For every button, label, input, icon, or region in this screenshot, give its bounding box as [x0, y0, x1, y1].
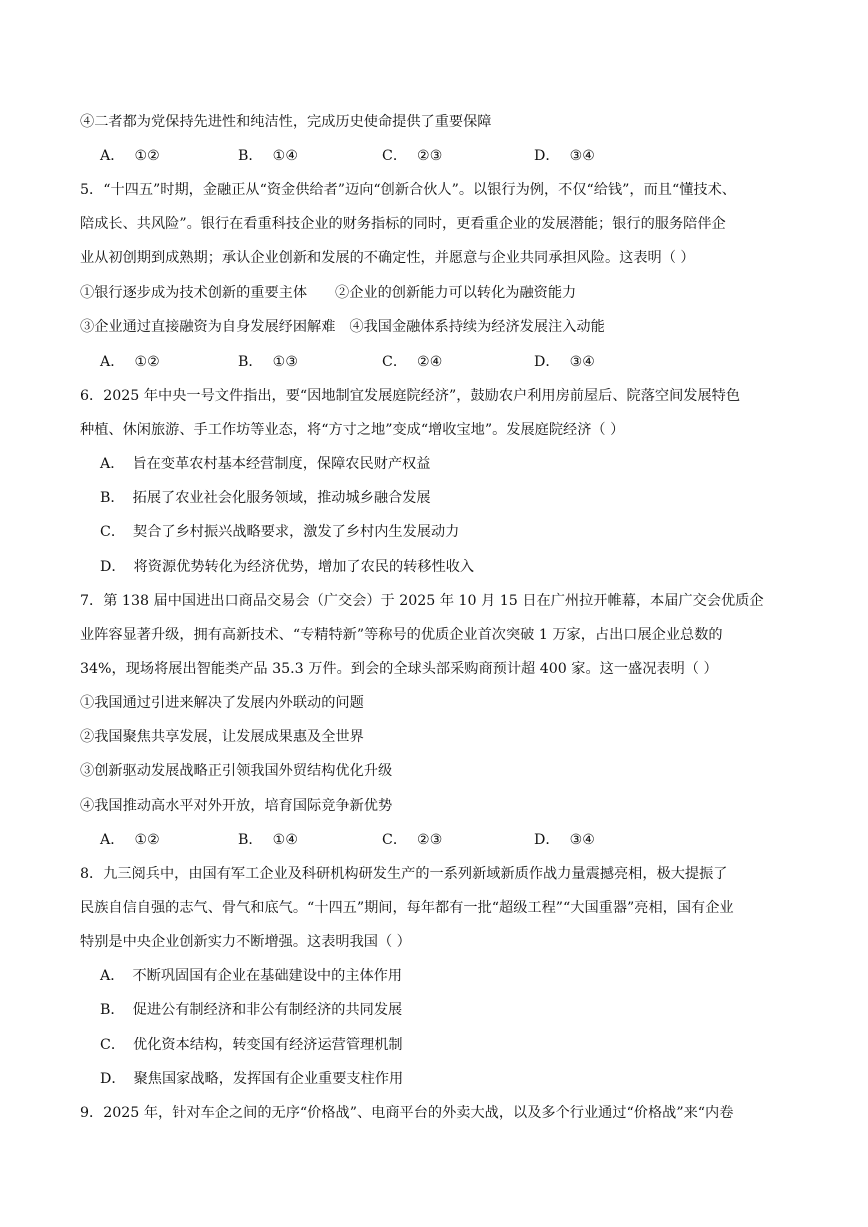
q8-stem-line-1: 8．九三阅兵中，由国有军工企业及科研机构研发生产的一系列新域新质作战力量震撼亮相，极大提振了	[80, 866, 728, 882]
q4-statement-4: ④二者都为党保持先进性和纯洁性，完成历史使命提供了重要保障	[80, 114, 492, 130]
q5-statement-3: ③企业通过直接融资为自身发展纾困解难	[80, 319, 336, 335]
q7-statement-4: ④我国推动高水平对外开放，培育国际竞争新优势	[80, 798, 393, 814]
q8-stem-line-3: 特别是中央企业创新实力不断增强。这表明我国（ ）	[80, 934, 411, 950]
q4-option-d[interactable]: D． ③④	[534, 148, 596, 164]
q9-stem-line-1: 9．2025 年，针对车企之间的无序“价格战”、电商平台的外卖大战，以及多个行业通过“价格战”来“内卷	[80, 1105, 734, 1121]
q4-option-c[interactable]: C． ②③	[382, 148, 443, 164]
q5-statement-1: ①银行逐步成为技术创新的重要主体	[80, 285, 308, 301]
q8-stem-line-2: 民族自信自强的志气、骨气和底气。“十四五”期间，每年都有一批“超级工程”“大国重器”亮相，国有企业	[80, 900, 734, 916]
q5-option-c[interactable]: C． ②④	[382, 354, 443, 370]
q8-choice-a[interactable]: A． 不断巩固国有企业在基础建设中的主体作用	[100, 968, 403, 984]
q5-option-d[interactable]: D． ③④	[534, 354, 596, 370]
q5-stem-line-3: 业从初创期到成熟期；承认企业创新和发展的不确定性，并愿意与企业共同承担风险。这表明（ ）	[80, 250, 695, 266]
q5-option-a[interactable]: A． ①②	[100, 354, 160, 370]
q7-option-d[interactable]: D． ③④	[534, 832, 596, 848]
q5-statements-row-1	[80, 282, 576, 304]
q8-choice-d[interactable]: D． 聚焦国家战略，发挥国有企业重要支柱作用	[100, 1071, 404, 1087]
q6-stem-line-1: 6．2025 年中央一号文件指出，要“因地制宜发展庭院经济”，鼓励农户利用房前屋后、院落空间发展特色	[80, 388, 741, 404]
q5-statement-2: ②企业的创新能力可以转化为融资能力	[335, 285, 577, 301]
q6-choice-a[interactable]: A． 旨在变革农村基本经营制度，保障农民财产权益	[100, 456, 431, 472]
q4-option-a[interactable]: A． ①②	[100, 148, 160, 164]
q6-stem-line-2: 种植、休闲旅游、手工作坊等业态，将“方寸之地”变成“增收宝地”。发展庭院经济（ ）	[80, 422, 625, 438]
q7-option-c[interactable]: C． ②③	[382, 832, 443, 848]
q7-statement-3: ③创新驱动发展战略正引领我国外贸结构优化升级	[80, 763, 393, 779]
q7-option-b[interactable]: B． ①④	[238, 832, 299, 848]
q8-choice-c[interactable]: C． 优化资本结构，转变国有经济运营管理机制	[100, 1037, 403, 1053]
q8-choice-b[interactable]: B． 促进公有制经济和非公有制经济的共同发展	[100, 1002, 403, 1018]
q7-stem-line-1: 7．第 138 届中国进出口商品交易会（广交会）于 2025 年 10 月 15 日在广州拉开帷幕，本届广交会优质企	[80, 593, 764, 609]
q5-statements-row-2	[80, 316, 605, 338]
q7-statement-2: ②我国聚焦共享发展，让发展成果惠及全世界	[80, 729, 364, 745]
q7-option-a[interactable]: A． ①②	[100, 832, 160, 848]
q5-stem-line-2: 陪成长、共风险”。银行在看重科技企业的财务指标的同时，更看重企业的发展潜能；银行的服务陪伴企	[80, 216, 726, 232]
q6-choice-c[interactable]: C． 契合了乡村振兴战略要求，激发了乡村内生发展动力	[100, 524, 460, 540]
q6-choice-b[interactable]: B． 拓展了农业社会化服务领域，推动城乡融合发展	[100, 490, 431, 506]
q4-option-b[interactable]: B． ①④	[238, 148, 299, 164]
q5-statement-4: ④我国金融体系持续为经济发展注入动能	[349, 319, 605, 335]
q7-stem-line-2: 业阵容显著升级，拥有高新技术、“专精特新”等称号的优质企业首次突破 1 万家，占出口展企业总数的	[80, 627, 723, 643]
q7-stem-line-3: 34%，现场将展出智能类产品 35.3 万件。到会的全球头部采购商预计超 400 家。这一盛况表明（ ）	[80, 661, 718, 677]
q5-option-b[interactable]: B． ①③	[238, 354, 299, 370]
q7-statement-1: ①我国通过引进来解决了发展内外联动的问题	[80, 695, 364, 711]
q5-stem-line-1: 5．“十四五”时期，金融正从“资金供给者”迈向“创新合伙人”。以银行为例，不仅“给钱”，而且“懂技术、	[80, 182, 736, 198]
q6-choice-d[interactable]: D． 将资源优势转化为经济优势，增加了农民的转移性收入	[100, 559, 475, 575]
